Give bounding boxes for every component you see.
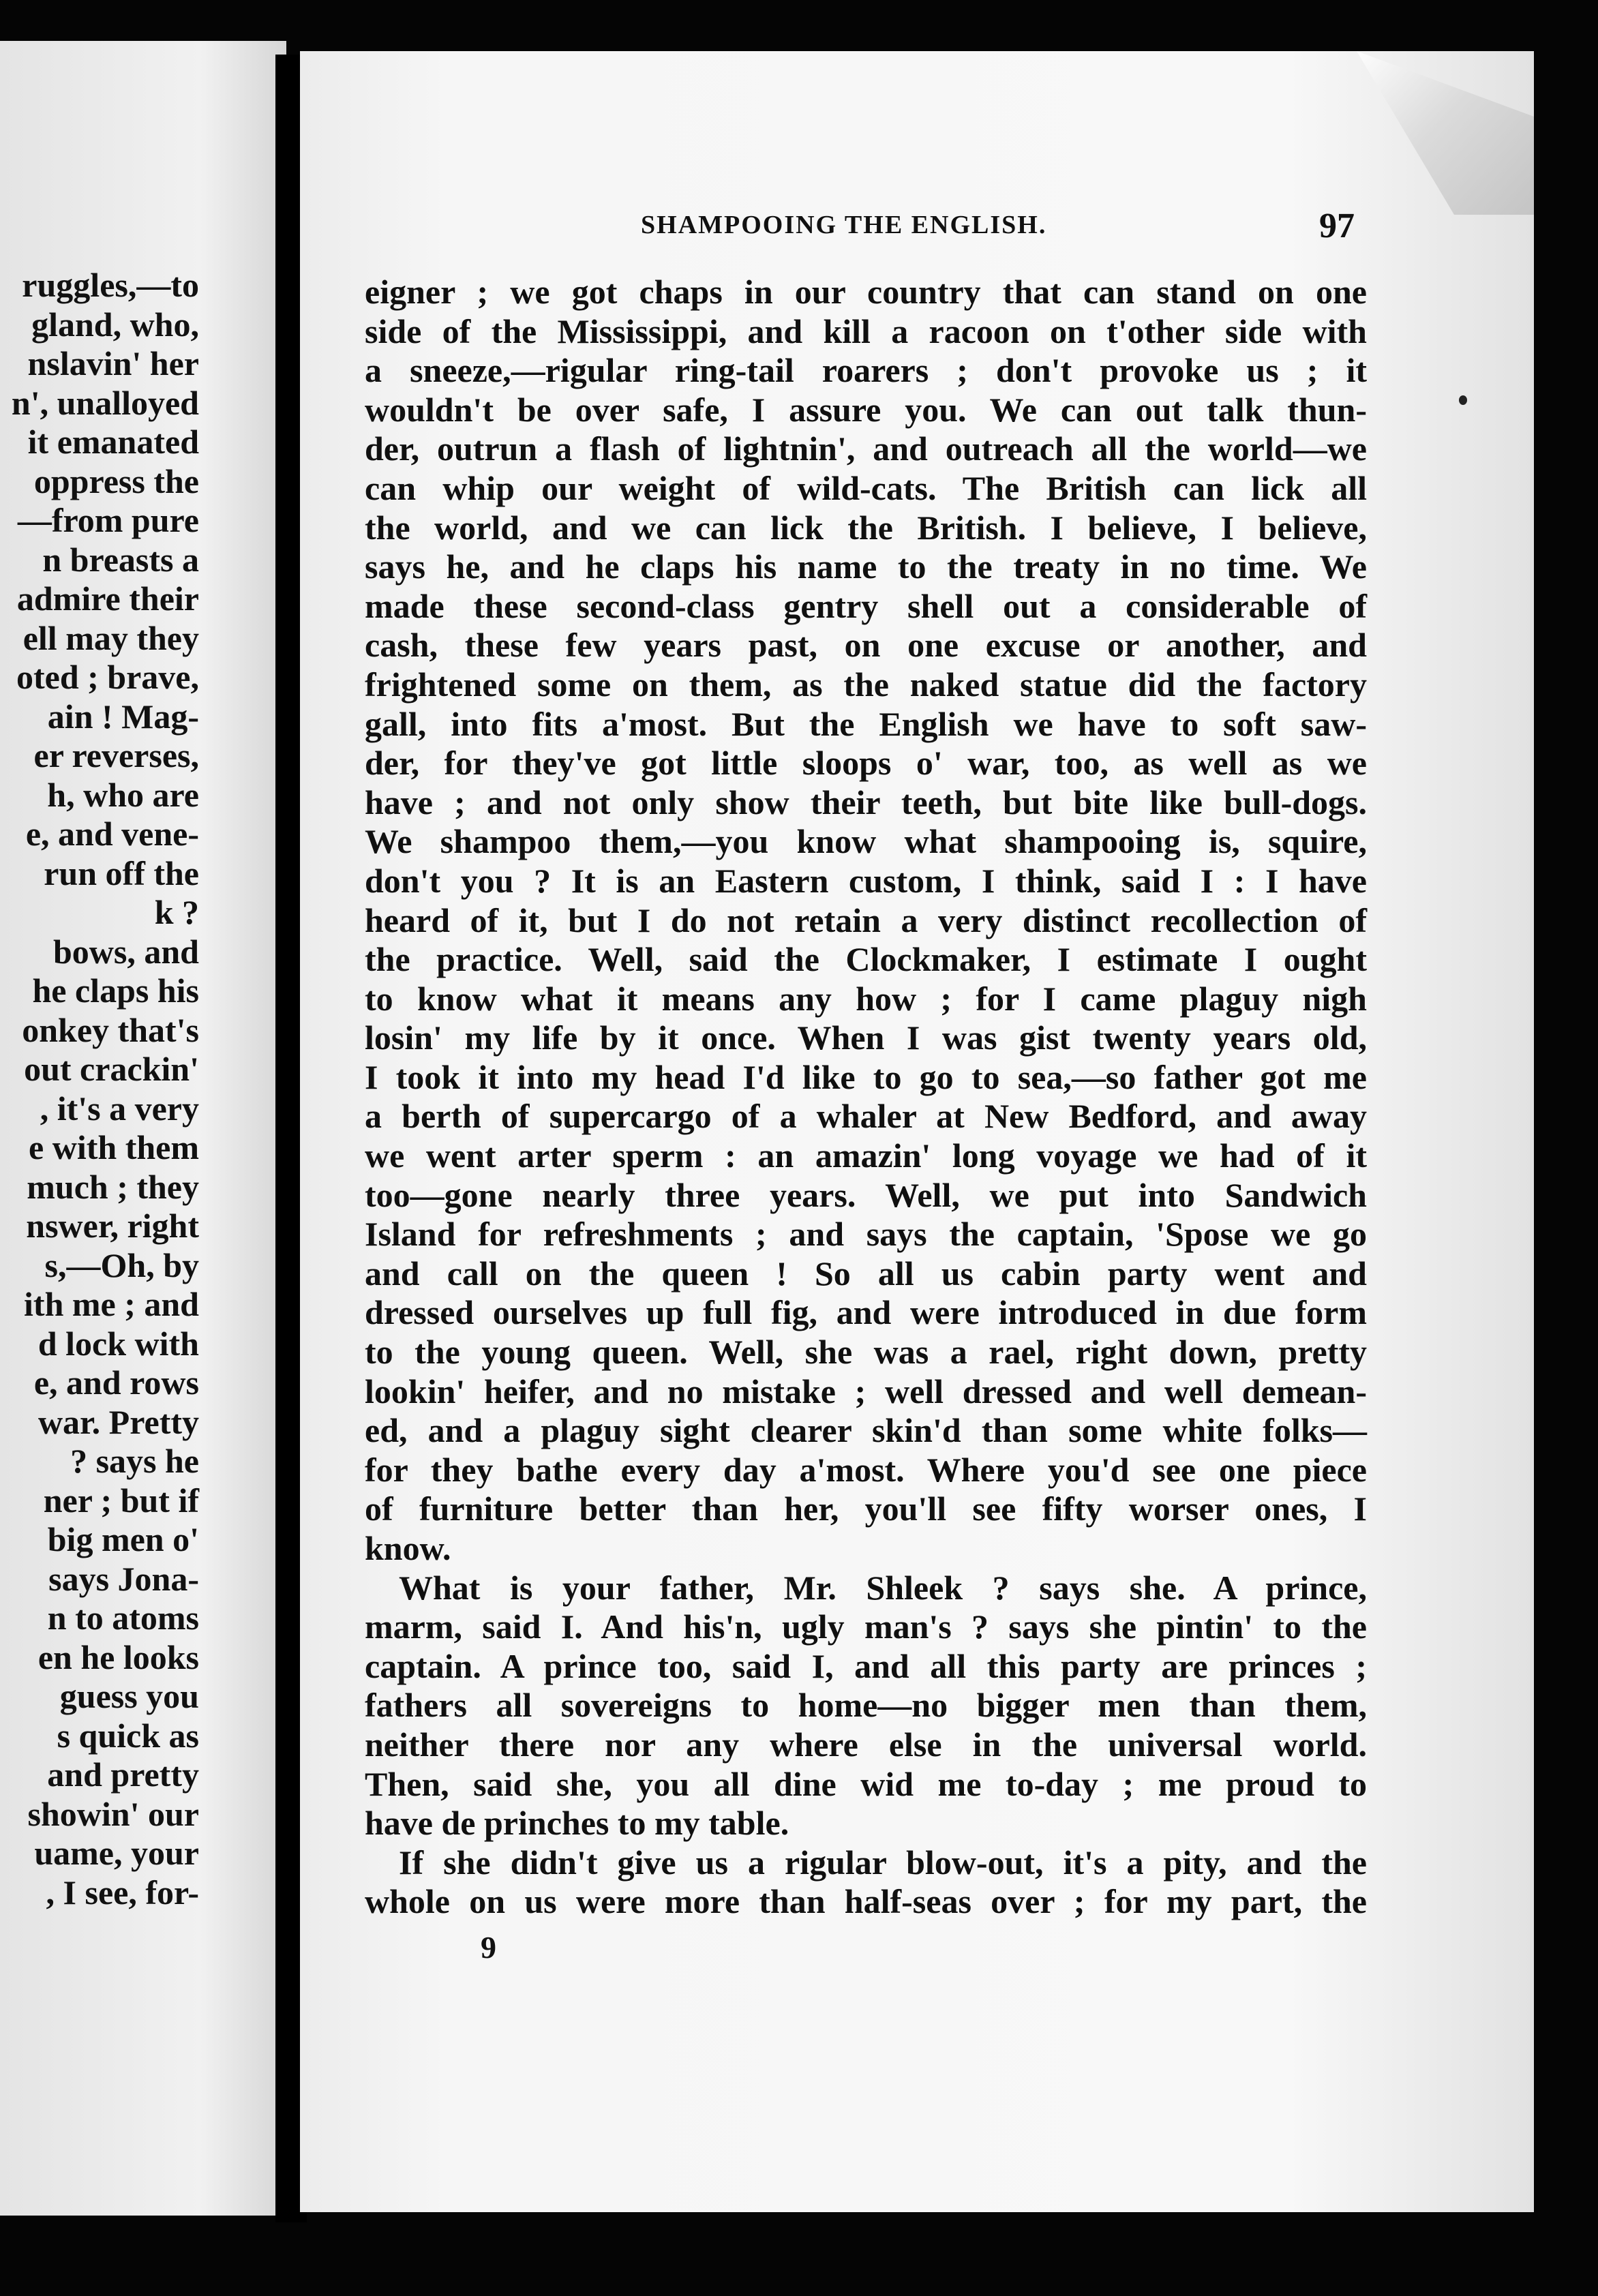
facing-page-line: ell may they bbox=[22, 618, 199, 657]
facing-page-line: s quick as bbox=[57, 1716, 199, 1755]
text-line: gall, into fits a'most. But the English we have to soft saw- bbox=[365, 704, 1367, 743]
text-line: of furniture better than her, you'll see fifty worser ones, I bbox=[365, 1490, 1367, 1528]
facing-page-line: oppress the bbox=[33, 462, 199, 500]
text-line: can whip our weight of wild-cats. The British can lick all bbox=[365, 468, 1367, 507]
text-line: I took it into my head I'd like to go to sea,—so father got me bbox=[365, 1057, 1367, 1096]
facing-page-line: d lock with bbox=[37, 1324, 199, 1363]
text-line: a sneeze,—rigular ring-tail roarers ; don't provoke us ; it bbox=[365, 351, 1367, 390]
text-line: for they bathe every day a'most. Where you'd see one piece bbox=[365, 1450, 1367, 1489]
facing-page-line: h, who are bbox=[47, 775, 199, 814]
text-line: marm, said I. And his'n, ugly man's ? says she pintin' to the bbox=[365, 1607, 1367, 1646]
facing-page-line: run off the bbox=[44, 854, 199, 892]
text-line: have ; and not only show their teeth, but bite like bull-dogs. bbox=[365, 783, 1367, 821]
facing-page-line: en he looks bbox=[37, 1637, 199, 1676]
facing-page-line: ruggles,—to bbox=[22, 266, 199, 304]
page-number: 97 bbox=[1319, 207, 1355, 245]
text-line: we went arter sperm : an amazin' long voyage we had of it bbox=[365, 1136, 1367, 1175]
text-line: Island for refreshments ; and says the captain, 'Spose we go bbox=[365, 1215, 1367, 1254]
facing-page-line: big men o' bbox=[47, 1520, 199, 1558]
facing-page-line: he claps his bbox=[32, 971, 199, 1010]
facing-page-line: ith me ; and bbox=[24, 1285, 199, 1323]
facing-page-line: admire their bbox=[16, 579, 199, 618]
facing-page-line: , it's a very bbox=[40, 1089, 199, 1128]
facing-page-line: and pretty bbox=[47, 1755, 199, 1794]
facing-page-line: onkey that's bbox=[22, 1010, 199, 1049]
paragraph bbox=[365, 1569, 1367, 1843]
text-line: neither there nor any where else in the universal world. bbox=[365, 1725, 1367, 1764]
facing-page-line: out crackin' bbox=[24, 1050, 199, 1088]
paragraph bbox=[365, 1843, 1367, 1922]
text-line: to know what it means any how ; for I came plaguy nigh bbox=[365, 979, 1367, 1018]
facing-page-line: ain ! Mag- bbox=[47, 697, 199, 736]
text-line: captain. A prince too, said I, and all this party are princes ; bbox=[365, 1646, 1367, 1685]
facing-page-line: nslavin' her bbox=[27, 344, 199, 382]
text-line: ed, and a plaguy sight clearer skin'd than some white folks— bbox=[365, 1411, 1367, 1450]
facing-page-line: ? says he bbox=[70, 1442, 199, 1480]
text-line: If she didn't give us a rigular blow-out, it's a pity, and the bbox=[399, 1843, 1367, 1882]
text-line: the world, and we can lick the British. I believe, I believe, bbox=[365, 508, 1367, 547]
ink-speck bbox=[1459, 395, 1467, 405]
facing-page-line: bows, and bbox=[53, 932, 199, 971]
text-line: losin' my life by it once. When I was gist twenty years old, bbox=[365, 1018, 1367, 1057]
facing-page-line: er reverses, bbox=[33, 736, 199, 774]
text-line: wouldn't be over safe, I assure you. We can out talk thun- bbox=[365, 390, 1367, 429]
facing-page-line: it emanated bbox=[27, 423, 199, 461]
text-line: eigner ; we got chaps in our country that can stand on one bbox=[365, 273, 1367, 311]
text-line: lookin' heifer, and no mistake ; well dressed and well demean- bbox=[365, 1372, 1367, 1410]
signature-mark: 9 bbox=[481, 1930, 496, 1965]
facing-page-line: uame, your bbox=[34, 1834, 199, 1872]
text-line: der, outrun a flash of lightnin', and outreach all the world—we bbox=[365, 429, 1367, 468]
facing-page-line: much ; they bbox=[27, 1167, 199, 1206]
text-line: the practice. Well, said the Clockmaker, I estimate I ought bbox=[365, 940, 1367, 979]
text-line: What is your father, Mr. Shleek ? says she. A prince, bbox=[399, 1568, 1367, 1607]
facing-page-left bbox=[0, 41, 286, 2216]
text-line: cash, these few years past, on one excuse or another, and bbox=[365, 626, 1367, 665]
text-line: have de prinches to my table. bbox=[365, 1804, 789, 1843]
facing-page-line: says Jona- bbox=[48, 1559, 199, 1598]
text-line: made these second-class gentry shell out a considerable of bbox=[365, 586, 1367, 625]
text-line: dressed ourselves up full fig, and were introduced in due form bbox=[365, 1293, 1367, 1332]
facing-page-line: showin' our bbox=[27, 1794, 199, 1833]
paragraph bbox=[365, 273, 1367, 1569]
facing-page-line: oted ; brave, bbox=[16, 658, 199, 696]
facing-page-line: e, and vene- bbox=[25, 815, 199, 853]
text-line: fathers all sovereigns to home—no bigger men than them, bbox=[365, 1686, 1367, 1725]
facing-page-line: gland, who, bbox=[31, 305, 199, 344]
facing-page-line: s,—Oh, by bbox=[44, 1245, 199, 1284]
facing-page-line: war. Pretty bbox=[37, 1402, 199, 1441]
text-line: and call on the queen ! So all us cabin party went and bbox=[365, 1254, 1367, 1293]
facing-page-line: e, and rows bbox=[33, 1363, 199, 1402]
text-line: side of the Mississippi, and kill a racoon on t'other side with bbox=[365, 312, 1367, 350]
facing-page-line: ner ; but if bbox=[43, 1481, 199, 1520]
facing-page-line: nswer, right bbox=[26, 1207, 199, 1245]
facing-page-line: , I see, for- bbox=[46, 1873, 199, 1912]
running-head: SHAMPOOING THE ENGLISH. bbox=[641, 211, 1047, 239]
facing-page-line: —from pure bbox=[17, 501, 199, 539]
facing-page-text bbox=[0, 266, 199, 1912]
text-line: a berth of supercargo of a whaler at New Bedford, and away bbox=[365, 1097, 1367, 1136]
text-line: says he, and he claps his name to the treaty in no time. We bbox=[365, 547, 1367, 586]
text-line: der, for they've got little sloops o' war, too, as well as we bbox=[365, 744, 1367, 783]
text-line: don't you ? It is an Eastern custom, I think, said I : I have bbox=[365, 861, 1367, 900]
facing-page-line: n to atoms bbox=[47, 1599, 199, 1637]
text-line: to the young queen. Well, she was a rael, right down, pretty bbox=[365, 1333, 1367, 1372]
facing-page-line: k ? bbox=[154, 893, 199, 931]
facing-page-line: guess you bbox=[59, 1677, 199, 1715]
text-line: know. bbox=[365, 1529, 451, 1567]
text-line: too—gone nearly three years. Well, we put into Sandwich bbox=[365, 1175, 1367, 1214]
page-body-text bbox=[365, 273, 1367, 1922]
text-line: whole on us were more than half-seas over ; for my part, the bbox=[365, 1882, 1367, 1921]
text-line: We shampoo them,—you know what shampooing is, squire, bbox=[365, 822, 1367, 861]
text-line: heard of it, but I do not retain a very distinct recollection of bbox=[365, 901, 1367, 939]
text-line: Then, said she, you all dine wid me to-day ; me proud to bbox=[365, 1764, 1367, 1803]
facing-page-line: e with them bbox=[29, 1128, 199, 1166]
facing-page-line: n breasts a bbox=[42, 540, 199, 579]
facing-page-line: n', unalloyed bbox=[11, 383, 199, 422]
text-line: frightened some on them, as the naked statue did the factory bbox=[365, 665, 1367, 704]
